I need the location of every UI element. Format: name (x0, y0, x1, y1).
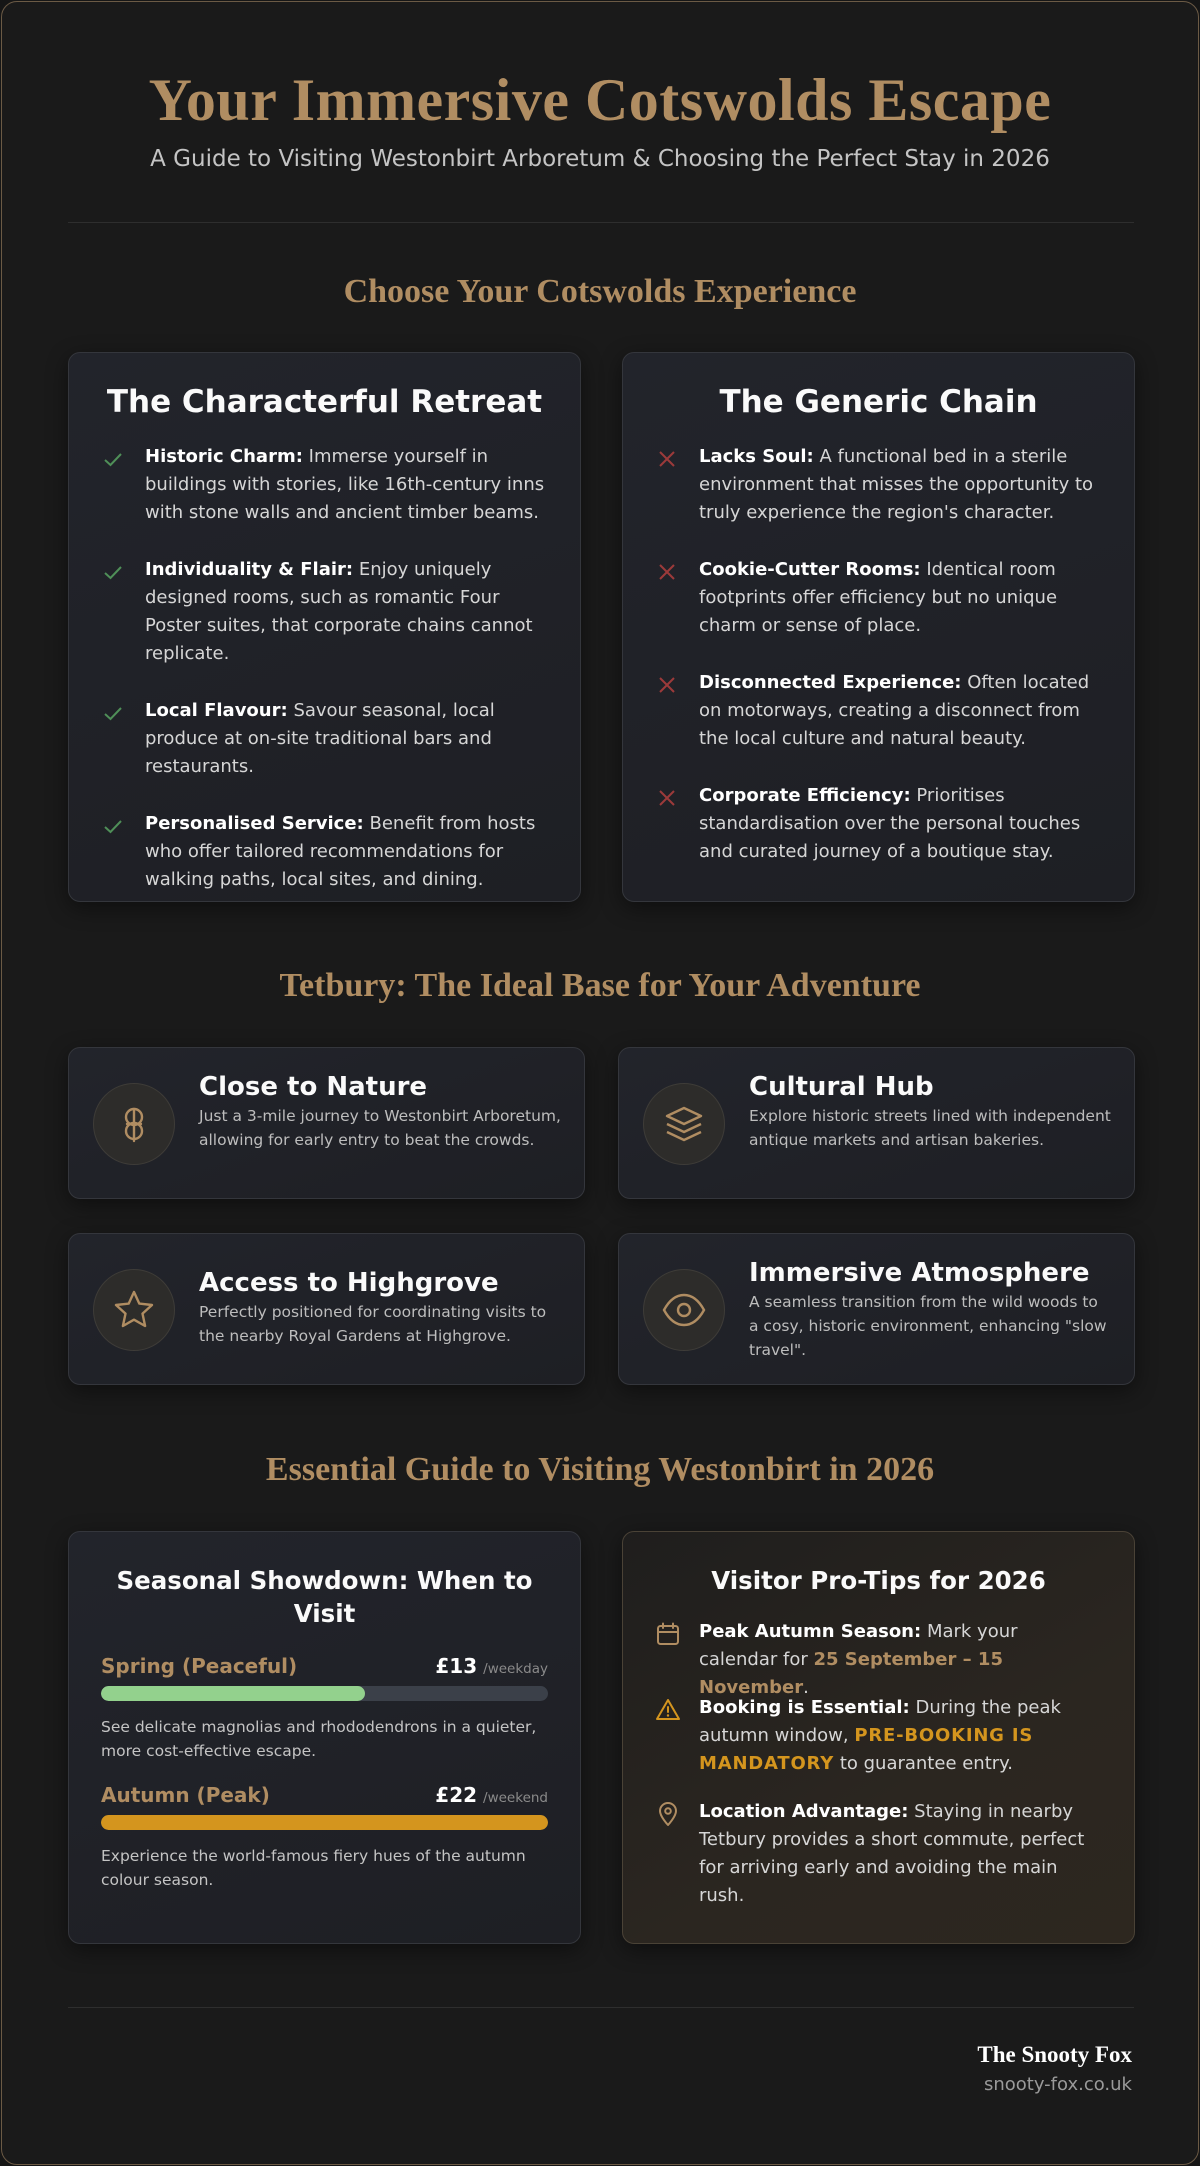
list-item (655, 443, 1102, 527)
season-bar-track (101, 1686, 548, 1701)
check-icon (101, 560, 125, 584)
list-item (101, 556, 548, 668)
feature-text (749, 1072, 1112, 1152)
item-label: Cookie-Cutter Rooms: (699, 559, 921, 580)
cross-icon (655, 447, 679, 471)
page (1, 1, 1199, 2165)
item-label: Disconnected Experience: (699, 672, 962, 693)
season-autumn (101, 1783, 548, 1892)
list-item (101, 443, 548, 527)
page-subtitle: A Guide to Visiting Westonbirt Arboretum & Choosing the Perfect Stay in 2026 (150, 146, 1050, 172)
item-label: Individuality & Flair: (145, 559, 354, 580)
footer-brand: The Snooty Fox (977, 2042, 1132, 2067)
feature-card-highgrove (68, 1233, 585, 1385)
check-icon (101, 701, 125, 725)
tips-title: Visitor Pro-Tips for 2026 (711, 1566, 1046, 1595)
list-item (655, 782, 1102, 866)
seasons-title: Seasonal Showdown: When to Visit (116, 1566, 533, 1628)
item-label: Lacks Soul: (699, 446, 814, 467)
item-text: Enjoy uniquely designed rooms, such as romantic Four Poster suites, that corporate chains cannot replicate. (145, 559, 533, 664)
season-head (101, 1654, 548, 1680)
feature-desc: Explore historic streets lined with independent antique markets and artisan bakeries. (749, 1107, 1111, 1149)
feature-title: Close to Nature (199, 1072, 428, 1102)
chain-card-title: The Generic Chain (719, 384, 1038, 420)
feature-icon-wrap (93, 1083, 175, 1165)
retreat-card-title: The Characterful Retreat (106, 384, 543, 420)
item-text: Often located on motorways, creating a disconnect from the local culture and natural beauty. (699, 672, 1090, 749)
cross-icon (655, 560, 679, 584)
tip-text: Mark your calendar for (699, 1621, 1018, 1670)
map-pin-icon (655, 1801, 681, 1827)
tip-text: During the peak autumn window, (699, 1697, 1061, 1746)
footer-url[interactable]: snooty-fox.co.uk (983, 2074, 1132, 2095)
eye-icon (661, 1287, 707, 1333)
season-price (435, 1783, 548, 1807)
feature-card-atmosphere (618, 1233, 1135, 1385)
feature-text (199, 1072, 562, 1152)
divider (68, 2007, 1134, 2008)
feature-icon-wrap (643, 1083, 725, 1165)
warning-icon (655, 1697, 681, 1723)
list-item (101, 810, 548, 894)
list-item (655, 556, 1102, 640)
item-label: Corporate Efficiency: (699, 785, 911, 806)
chain-list (655, 443, 1102, 895)
item-text: Prioritises standardisation over the personal touches and curated journey of a boutique stay. (699, 785, 1081, 862)
cross-icon (655, 786, 679, 810)
season-desc: Experience the world-famous fiery hues of the autumn colour season. (101, 1847, 526, 1889)
tip-date-range: 25 September – 15 November (699, 1649, 1003, 1698)
chain-card (622, 352, 1135, 902)
season-price (435, 1654, 548, 1678)
calendar-icon (655, 1621, 681, 1647)
feature-title: Cultural Hub (749, 1072, 934, 1102)
price-value: £22 (435, 1783, 478, 1807)
item-text: Immerse yourself in buildings with stories, like 16th-century inns with stone walls and ancient timber beams. (145, 446, 545, 523)
section-title-tetbury: Tetbury: The Ideal Base for Your Adventure (279, 967, 921, 1004)
section-title-guide: Essential Guide to Visiting Westonbirt in 2026 (265, 1451, 935, 1488)
feature-icon-wrap (93, 1269, 175, 1351)
season-desc: See delicate magnolias and rhododendrons in a quieter, more cost-effective escape. (101, 1718, 537, 1760)
star-icon (112, 1288, 156, 1332)
retreat-list (101, 443, 548, 923)
feature-desc: Just a 3-mile journey to Westonbirt Arboretum, allowing for early entry to beat the crowds. (199, 1107, 561, 1149)
retreat-card (68, 352, 581, 902)
season-spring (101, 1654, 548, 1763)
tip-text-end: . (803, 1677, 809, 1698)
feature-card-nature (68, 1047, 585, 1199)
item-text: A functional bed in a sterile environment that misses the opportunity to truly experience the region's character. (699, 446, 1094, 523)
feature-title: Access to Highgrove (199, 1268, 499, 1298)
season-bar-fill (101, 1815, 548, 1830)
divider (68, 222, 1134, 223)
feature-text (749, 1258, 1112, 1362)
list-item (655, 669, 1102, 753)
tip-location (655, 1798, 1094, 1910)
item-label: Local Flavour: (145, 700, 288, 721)
list-item (101, 697, 548, 781)
page-title: Your Immersive Cotswolds Escape (148, 67, 1052, 133)
price-value: £13 (435, 1654, 478, 1678)
check-icon (101, 814, 125, 838)
tip-text-end: to guarantee entry. (839, 1753, 1013, 1774)
item-label: Historic Charm: (145, 446, 303, 467)
check-icon (101, 447, 125, 471)
tree-icon (114, 1104, 154, 1144)
season-bar-track (101, 1815, 548, 1830)
feature-text (199, 1268, 562, 1348)
season-name: Spring (Peaceful) (101, 1654, 298, 1678)
tip-label: Location Advantage: (699, 1801, 909, 1822)
season-bar-fill (101, 1686, 365, 1701)
tip-peak-season (655, 1618, 1094, 1702)
tip-highlight: PRE-BOOKING IS MANDATORY (699, 1725, 1034, 1774)
item-text: Identical room footprints offer efficiency but no unique charm or sense of place. (699, 559, 1058, 636)
section-title-experience: Choose Your Cotswolds Experience (343, 273, 857, 310)
price-unit: /weekend (483, 1790, 548, 1806)
price-unit: /weekday (483, 1661, 548, 1677)
tip-label: Peak Autumn Season: (699, 1621, 922, 1642)
feature-title: Immersive Atmosphere (749, 1258, 1090, 1288)
cross-icon (655, 673, 679, 697)
item-text: Benefit from hosts who offer tailored recommendations for walking paths, local sites, and dining. (145, 813, 536, 890)
feature-icon-wrap (643, 1269, 725, 1351)
season-head (101, 1783, 548, 1809)
feature-desc: A seamless transition from the wild woods to a cosy, historic environment, enhancing "slow travel". (749, 1293, 1107, 1359)
tip-text: Staying in nearby Tetbury provides a short commute, perfect for arriving early and avoiding the main rush. (699, 1801, 1085, 1906)
tips-card (622, 1531, 1135, 1944)
tip-booking (655, 1694, 1094, 1778)
feature-desc: Perfectly positioned for coordinating visits to the nearby Royal Gardens at Highgrove. (199, 1303, 547, 1345)
item-label: Personalised Service: (145, 813, 364, 834)
tip-label: Booking is Essential: (699, 1697, 910, 1718)
seasons-card (68, 1531, 581, 1944)
item-text: Savour seasonal, local produce at on-site traditional bars and restaurants. (145, 700, 495, 777)
season-name: Autumn (Peak) (101, 1783, 270, 1807)
layers-icon (663, 1103, 705, 1145)
feature-card-culture (618, 1047, 1135, 1199)
